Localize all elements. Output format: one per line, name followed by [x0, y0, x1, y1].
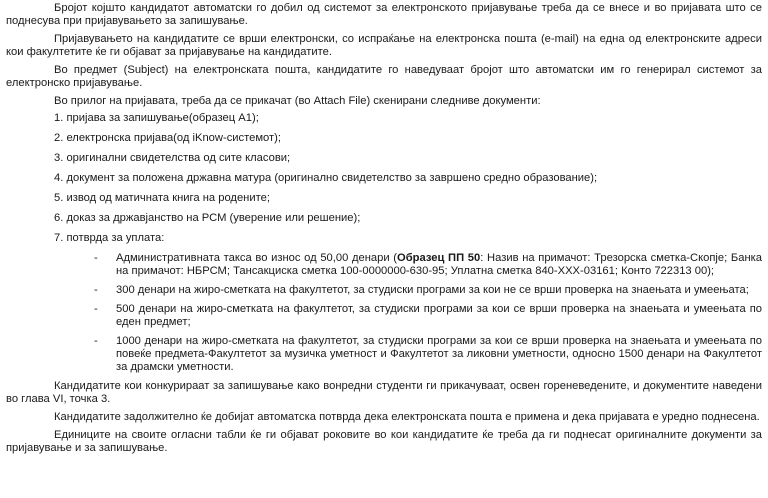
list-item	[6, 212, 762, 225]
list-number: 7.	[54, 232, 64, 244]
dash-bullet: -	[94, 335, 98, 347]
list-item	[6, 172, 762, 185]
list-number: 2.	[54, 132, 64, 144]
list-item	[6, 152, 762, 165]
payments-list	[6, 252, 762, 374]
dash-bullet: -	[94, 303, 98, 315]
list-item	[6, 192, 762, 205]
list-text: пријава за запишување(образец А1);	[66, 112, 259, 124]
paragraph-number-entry: Бројот којшто кандидатот автоматски го добил од системот за електронското пријавување треба да се внесе и во пријавата што се поднесува при пријавувањето за запишување.	[6, 2, 762, 27]
list-text: електронска пријава(од iKnow-системот);	[66, 132, 281, 144]
paragraph-subject: Во предмет (Subject) на електронската пошта, кандидатите го наведуваат бројот што автоматски им го генерирал системот за електронско пријавување.	[6, 64, 762, 89]
paragraph-confirmation: Кандидатите задолжително ќе добијат автоматска потврда дека електронската пошта е примена и дека пријавата е уредно поднесена.	[54, 411, 760, 423]
documents-list	[6, 112, 762, 245]
list-text: потврда за уплата:	[66, 232, 165, 244]
payment-item-500	[94, 303, 762, 329]
list-item	[6, 232, 762, 245]
payment-item-admin-fee	[94, 252, 762, 278]
list-number: 3.	[54, 152, 64, 164]
payment-text: 1000 денари на жиро-сметката на факултетот, за студиски програми за кои се врши проверка на знаењата и умеењата по повеќе предмета-Факултетот за музичка уметност и Факултетот за ликовни уметности, односно 1500 денари на Факултетот за драмски уметности.	[116, 335, 762, 373]
payment-text: Административната такса во износ од 50,00 денари (	[116, 252, 398, 264]
list-number: 1.	[54, 112, 64, 124]
list-text: извод од матичната книга на родените;	[66, 192, 270, 204]
paragraph-deadlines: Единиците на своите огласни табли ќе ги објават роковите во кои кандидатите ќе треба да ги поднесат оригиналните документи за пријавување и за запишување.	[6, 429, 762, 454]
paragraph-attachments: Во прилог на пријавата, треба да се прикачат (во Attach File) скенирани следниве документи:	[54, 95, 541, 107]
payment-item-1000	[94, 335, 762, 374]
payment-item-300	[94, 284, 762, 297]
list-text: документ за положена државна матура (оригинално свидетелство за завршено средно образование);	[66, 172, 598, 184]
dash-bullet: -	[94, 252, 98, 264]
list-item	[6, 112, 762, 125]
list-number: 5.	[54, 192, 64, 204]
list-item	[6, 132, 762, 145]
payment-text: 300 денари на жиро-сметката на факултетот, за студиски програми за кои не се врши проверка на знаењата и умеењата;	[116, 284, 749, 296]
paragraph-email-application: Пријавувањето на кандидатите се врши електронски, со испраќање на електронска пошта (e-mail) на една од електронските адреси кои факултетите ќе ги објават за пријавување на кандидатите.	[6, 33, 762, 58]
list-text: доказ за државјанство на РСМ (уверение или решение);	[66, 212, 361, 224]
dash-bullet: -	[94, 284, 98, 296]
payment-text: 500 денари на жиро-сметката на факултетот, за студиски програми за кои се врши проверка на знаењата и умеењата по еден предмет;	[116, 303, 762, 328]
payment-text-rest: : Назив на примачот: Трезорска сметка-Скопје; Банка на примачот: НБРСМ; Тансакциска сметка 100-0000000-630-95; Уплатна сметка 840-XXX-03161; Конто 722313 00);	[116, 252, 762, 277]
list-number: 6.	[54, 212, 64, 224]
list-text: оригинални свидетелства од сите класови;	[66, 152, 291, 164]
list-number: 4.	[54, 172, 64, 184]
paragraph-part-time: Кандидатите кои конкурираат за запишување како вонредни студенти ги прикачуваат, освен гореневедените, и документите наведени во глава VI, точка 3.	[6, 380, 762, 405]
form-reference: Образец ПП 50	[397, 252, 481, 264]
